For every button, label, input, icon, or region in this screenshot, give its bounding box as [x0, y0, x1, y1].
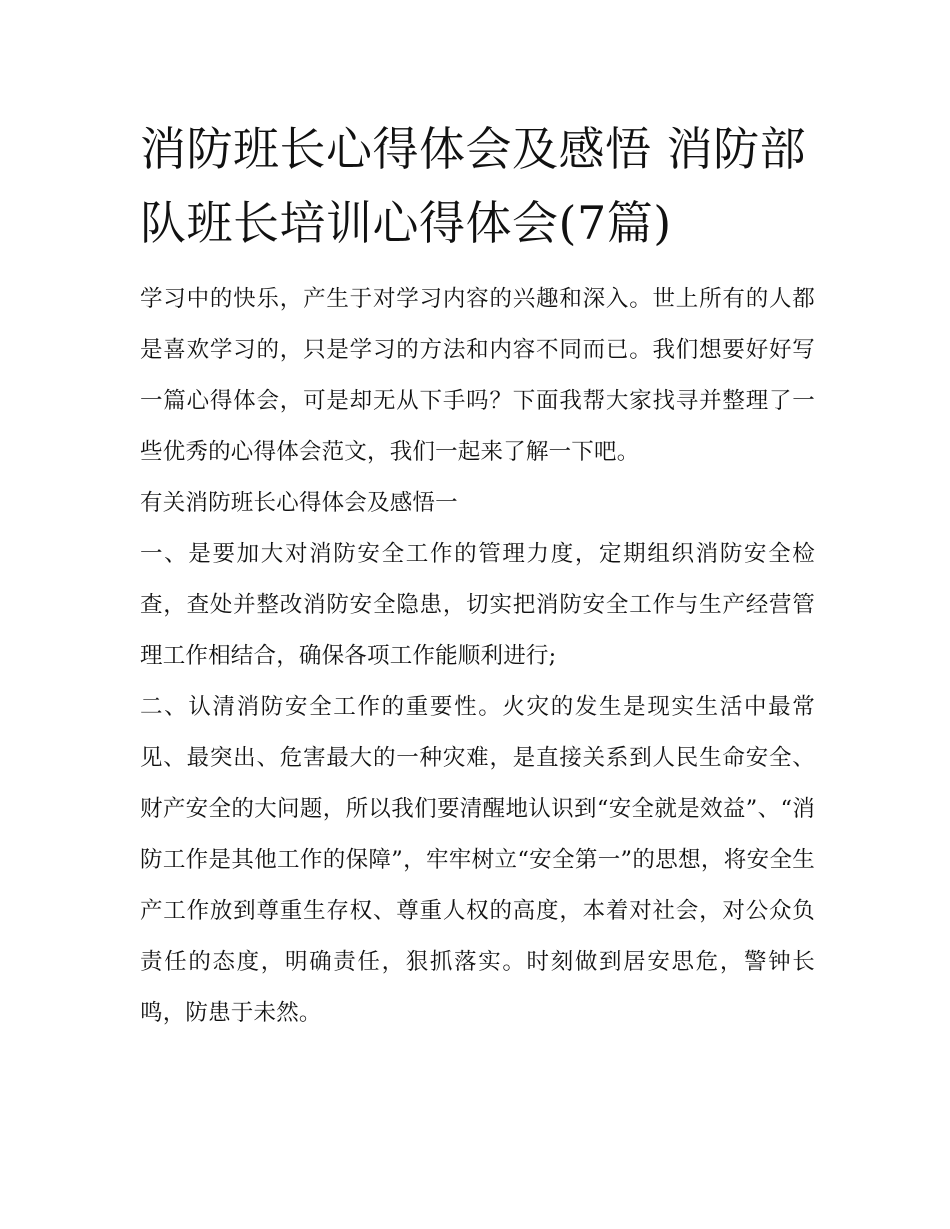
section-heading: 有关消防班长心得体会及感悟一	[140, 490, 458, 516]
document-content	[140, 112, 815, 1039]
intro-paragraph: 学习中的快乐，产生于对学习内容的兴趣和深入。世上所有的人都是喜欢学习的，只是学习的方法和内容不同而已。我们想要好好写一篇心得体会，可是却无从下手吗？下面我帮大家找寻并整理了一些优秀的心得体会范文，我们一起来了解一下吧。	[140, 286, 815, 465]
document-title: 消防班长心得体会及感悟 消防部队班长培训心得体会(7篇)	[140, 122, 807, 250]
body-paragraph-2: 二、认清消防安全工作的重要性。火灾的发生是现实生活中最常见、最突出、危害最大的一种灾难，是直接关系到人民生命安全、财产安全的大问题，所以我们要清醒地认识到“安全就是效益”、“消防工作是其他工作的保障”，牢牢树立“安全第一”的思想，将安全生产工作放到尊重生存权、尊重人权的高度，本着对社会，对公众负责任的态度，明确责任，狠抓落实。时刻做到居安思危，警钟长鸣，防患于未然。	[140, 694, 815, 1026]
body-paragraph-1: 一、是要加大对消防安全工作的管理力度，定期组织消防安全检查，查处并整改消防安全隐患，切实把消防安全工作与生产经营管理工作相结合，确保各项工作能顺利进行;	[140, 541, 815, 669]
